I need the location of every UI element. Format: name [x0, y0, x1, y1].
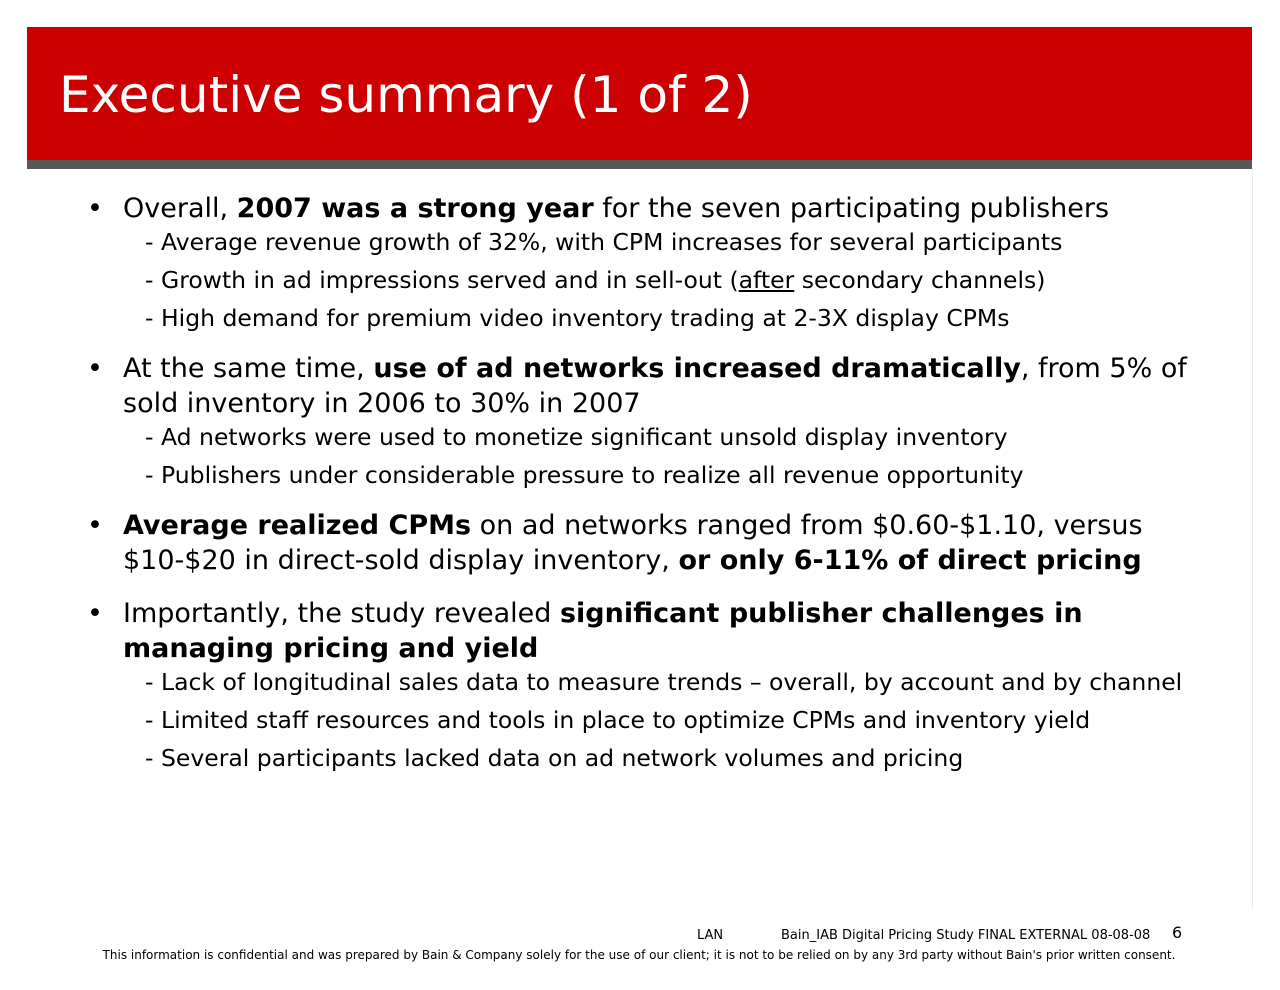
bullet-text: • Average realized CPMs on ad networks ranged from $0.60-$1.10, versus $10-$20 in direct-sold display inventory, or only 6-11% of direct pricing	[123, 510, 1143, 576]
bullet-strong-year	[86, 191, 1206, 333]
bullet-text: • Importantly, the study revealed significant publisher challenges in managing pricing and yield	[123, 598, 1083, 664]
sub-bullet: - High demand for premium video inventory trading at 2-3X display CPMs	[123, 304, 1206, 333]
sub-bullet: - Average revenue growth of 32%, with CPM increases for several participants	[123, 228, 1206, 257]
bold-phrase: use of ad networks increased dramatically	[373, 353, 1021, 384]
footer	[0, 925, 1280, 945]
sub-bullet: - Limited staff resources and tools in place to optimize CPMs and inventory yield	[123, 706, 1206, 735]
bold-phrase: Average realized CPMs	[123, 510, 472, 541]
bold-phrase: or only 6-11% of direct pricing	[678, 545, 1142, 576]
bold-phrase: 2007 was a strong year	[236, 193, 594, 224]
page-number: 6	[1172, 923, 1183, 942]
sub-bullet: - Publishers under considerable pressure to realize all revenue opportunity	[123, 461, 1206, 490]
slide-right-edge	[1252, 168, 1253, 908]
sub-bullet-list	[123, 228, 1206, 333]
bullet-ad-networks	[86, 351, 1206, 490]
footer-author-code: LAN	[697, 928, 724, 943]
footer-document-name: Bain_IAB Digital Pricing Study FINAL EXTERNAL 08-08-08	[781, 928, 1151, 943]
bullet-realized-cpms	[86, 508, 1206, 578]
sub-bullet-list	[123, 668, 1206, 773]
sub-bullet-list	[123, 423, 1206, 490]
title-bar	[27, 27, 1252, 160]
sub-bullet: - Several participants lacked data on ad network volumes and pricing	[123, 744, 1206, 773]
summary-content	[86, 191, 1206, 791]
underlined-word: after	[738, 266, 795, 294]
bullet-publisher-challenges	[86, 596, 1206, 773]
title-underline	[27, 160, 1252, 169]
slide-title: Executive summary (1 of 2)	[59, 66, 753, 124]
bullet-text: • Overall, 2007 was a strong year for the seven participating publishers	[123, 193, 1110, 224]
bold-phrase: significant publisher challenges in managing pricing and yield	[123, 598, 1083, 664]
sub-bullet: - Growth in ad impressions served and in sell-out (after secondary channels)	[123, 266, 1206, 295]
bullet-text: • At the same time, use of ad networks increased dramatically, from 5% of sold inventory in 2006 to 30% in 2007	[123, 353, 1187, 419]
confidentiality-disclaimer: This information is confidential and was prepared by Bain & Company solely for the use of our client; it is not to be relied on by any 3rd party without Bain's prior written consent.	[102, 948, 1176, 962]
sub-bullet: - Lack of longitudinal sales data to measure trends – overall, by account and by channel	[123, 668, 1206, 697]
sub-bullet: - Ad networks were used to monetize significant unsold display inventory	[123, 423, 1206, 452]
